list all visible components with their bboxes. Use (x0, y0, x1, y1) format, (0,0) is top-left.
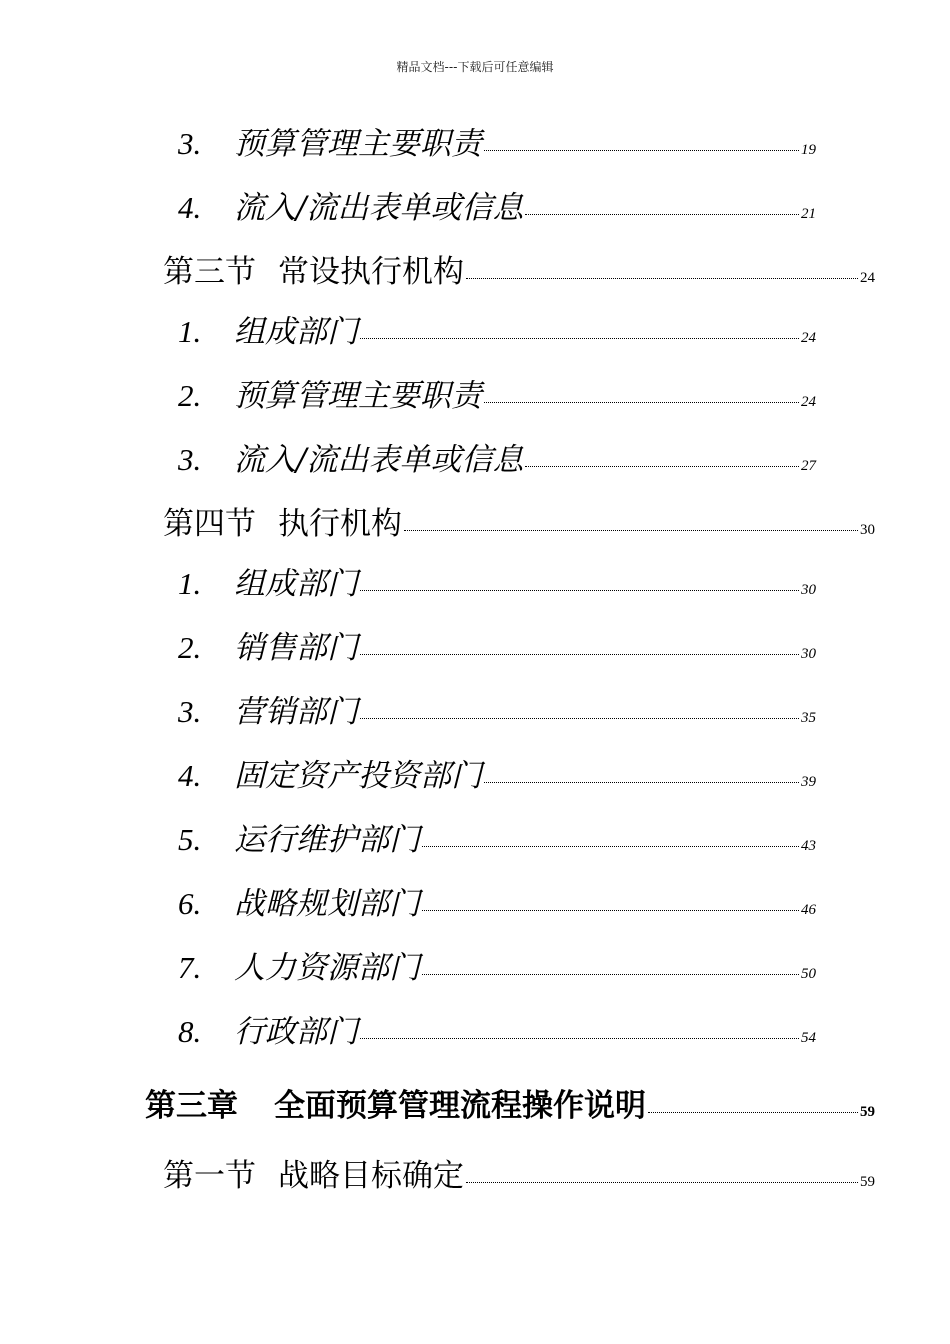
toc-item-title: 流入/流出表单或信息 (234, 190, 524, 226)
toc-leader-dots (360, 718, 799, 719)
toc-item-page: 30 (801, 582, 816, 598)
toc-section-number: 第四节 (163, 506, 256, 542)
toc-item-number: 5. (178, 822, 202, 857)
toc-item-number: 2. (178, 378, 202, 413)
toc-item-page: 30 (801, 646, 816, 662)
toc-leader-dots (484, 150, 799, 151)
toc-section-number: 第一节 (163, 1158, 256, 1194)
toc-item-number: 1. (178, 314, 202, 349)
toc-item[interactable] (178, 370, 816, 415)
toc-item-page: 54 (801, 1030, 816, 1046)
toc-leader-dots (484, 782, 799, 783)
toc-leader-dots (466, 1182, 858, 1183)
toc-item[interactable] (178, 1006, 816, 1051)
toc-item-title: 固定资产投资部门 (234, 758, 482, 794)
toc-item[interactable] (178, 686, 816, 731)
toc-item-number: 4. (178, 758, 202, 793)
toc-item-title: 预算管理主要职责 (234, 378, 482, 414)
toc-item-page: 46 (801, 902, 816, 918)
page-header: 精品文档---下载后可任意编辑 (396, 60, 554, 74)
toc-item-title: 人力资源部门 (234, 950, 420, 986)
toc-item-number: 4. (178, 190, 202, 225)
toc-item[interactable] (178, 306, 816, 351)
toc-item[interactable] (178, 878, 816, 923)
toc-item-number: 2. (178, 630, 202, 665)
toc-item-page: 24 (801, 394, 816, 410)
toc-item-page: 43 (801, 838, 816, 854)
toc-section-title: 执行机构 (278, 506, 402, 542)
toc-section[interactable] (163, 498, 875, 543)
toc-section-page: 30 (860, 522, 875, 538)
toc-section-page: 24 (860, 270, 875, 286)
toc-item[interactable] (178, 942, 816, 987)
toc-leader-dots (525, 214, 799, 215)
toc-leader-dots (466, 278, 858, 279)
toc-item-title: 组成部门 (234, 566, 358, 602)
toc-leader-dots (422, 846, 799, 847)
toc-item-page: 19 (801, 142, 816, 158)
toc-item[interactable] (178, 622, 816, 667)
toc-item-page: 50 (801, 966, 816, 982)
toc-item-number: 3. (178, 126, 202, 161)
toc-item-page: 39 (801, 774, 816, 790)
toc-item-title: 预算管理主要职责 (234, 126, 482, 162)
toc-item-page: 24 (801, 330, 816, 346)
toc-chapter-title: 全面预算管理流程操作说明 (274, 1088, 646, 1124)
toc-item-title: 战略规划部门 (234, 886, 420, 922)
toc-item[interactable] (178, 118, 816, 163)
toc-item-title: 组成部门 (234, 314, 358, 350)
toc-item-page: 21 (801, 206, 816, 222)
toc-section[interactable] (163, 1150, 875, 1195)
toc-item-title: 运行维护部门 (234, 822, 420, 858)
toc-section-title: 常设执行机构 (278, 254, 464, 290)
toc-item[interactable] (178, 558, 816, 603)
toc-item[interactable] (178, 182, 816, 227)
toc-leader-dots (525, 466, 799, 467)
toc-leader-dots (422, 974, 799, 975)
toc-section[interactable] (163, 246, 875, 291)
toc-leader-dots (404, 530, 858, 531)
toc-item-page: 35 (801, 710, 816, 726)
toc-chapter-page: 59 (860, 1104, 875, 1120)
toc-leader-dots (422, 910, 799, 911)
toc-item-number: 3. (178, 694, 202, 729)
toc-item-page: 27 (801, 458, 816, 474)
toc-chapter[interactable] (145, 1080, 875, 1125)
toc-item-title: 流入/流出表单或信息 (234, 442, 524, 478)
toc-leader-dots (360, 590, 799, 591)
toc-leader-dots (484, 402, 799, 403)
toc-section-number: 第三节 (163, 254, 256, 290)
toc-section-page: 59 (860, 1174, 875, 1190)
toc-leader-dots (360, 338, 799, 339)
toc-item-number: 6. (178, 886, 202, 921)
toc-item[interactable] (178, 434, 816, 479)
toc-item-number: 3. (178, 442, 202, 477)
toc-item-title: 销售部门 (234, 630, 358, 666)
toc-chapter-number: 第三章 (145, 1088, 238, 1124)
toc-item-title: 营销部门 (234, 694, 358, 730)
toc-item[interactable] (178, 814, 816, 859)
toc-leader-dots (648, 1112, 858, 1113)
toc-section-title: 战略目标确定 (278, 1158, 464, 1194)
toc-item-number: 8. (178, 1014, 202, 1049)
toc-item-number: 1. (178, 566, 202, 601)
toc-item-number: 7. (178, 950, 202, 985)
toc-item-title: 行政部门 (234, 1014, 358, 1050)
toc-item[interactable] (178, 750, 816, 795)
toc-leader-dots (360, 654, 799, 655)
toc-leader-dots (360, 1038, 799, 1039)
